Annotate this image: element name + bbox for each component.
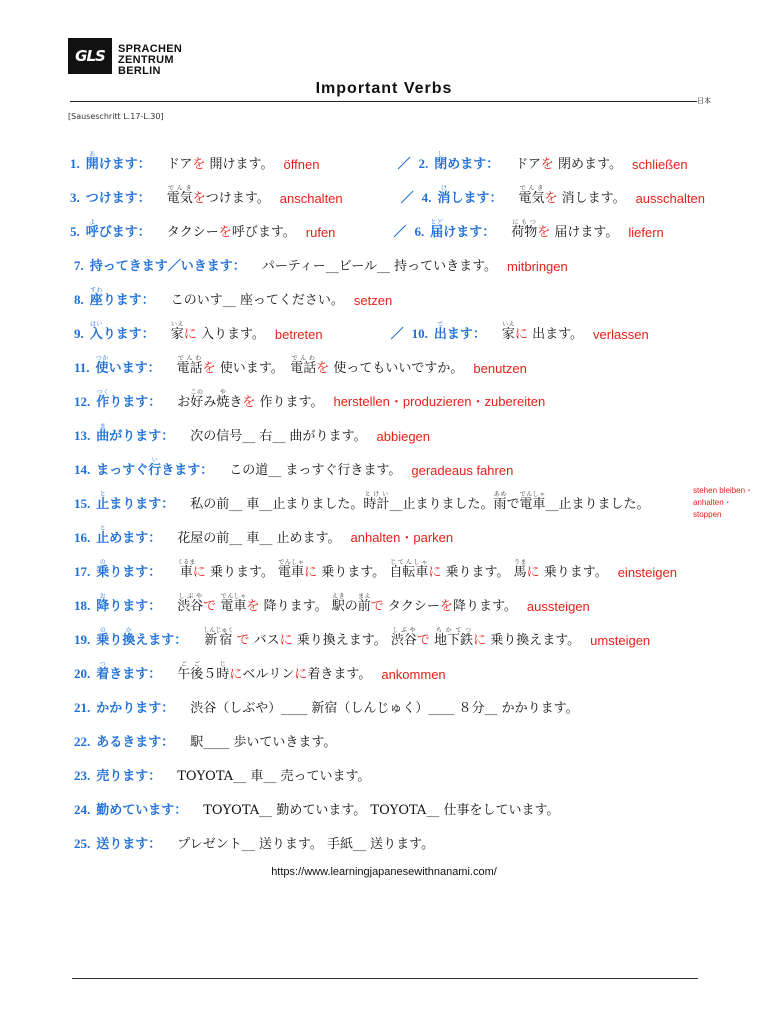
note-15	[693, 485, 753, 521]
verb-row-21	[74, 818, 440, 852]
german-translation: betreten	[274, 327, 323, 342]
verb-row-11	[74, 478, 656, 512]
german-translation: ankommen	[381, 667, 446, 682]
verb: 着つきます：	[96, 661, 162, 682]
item-number: 12.	[74, 394, 91, 409]
example: 電気でんきを 消します。	[518, 185, 626, 206]
verb-row-7	[74, 342, 527, 376]
example: ドアを 閉めます。	[515, 157, 622, 172]
verb: つけます：	[85, 191, 151, 206]
item-number: 16.	[74, 530, 91, 545]
german-translation: einsteigen	[617, 565, 677, 580]
verb: 勤めています：	[96, 803, 188, 818]
language-tag: 日本	[697, 97, 711, 105]
footer-url[interactable]: https://www.learningjapanesewithnanami.com/	[271, 866, 497, 878]
example: 駅____ 歩いていきます。	[190, 735, 337, 750]
logo-line-3: BERLIN	[118, 65, 161, 77]
german-translation: herstellen・produzieren・zubereiten	[333, 394, 546, 409]
verb: 曲まがります：	[96, 423, 175, 444]
verb-row-16	[74, 648, 446, 682]
verb: 開あけます：	[85, 151, 151, 172]
subtitle: [Sauseschritt L.17-L.30]	[68, 112, 164, 121]
verb-row-17	[74, 682, 585, 716]
verb: かかります：	[96, 701, 175, 716]
item-number: 21.	[74, 700, 91, 715]
verb: まっすぐ行いきます：	[96, 457, 214, 478]
verb: 送ります：	[96, 837, 162, 852]
example: 家いえに 出ます。	[501, 321, 584, 342]
item-number: 1.	[70, 156, 80, 171]
verb: 届とどけます：	[430, 219, 496, 240]
note-line: stoppen	[693, 510, 722, 519]
verb-row-15	[74, 614, 650, 648]
german-translation: setzen	[353, 293, 393, 308]
note-line: stehen bleiben・	[693, 486, 754, 495]
item-number: 24.	[74, 802, 91, 817]
verb: 呼よびます：	[85, 219, 151, 240]
german-translation: anschalten	[279, 191, 343, 206]
german-translation: anhalten・parken	[350, 530, 454, 545]
item-number: 18.	[74, 598, 91, 613]
example: 電話でんわを 使います。 電話でんわを 使ってもいいですか。	[176, 355, 464, 376]
note-line: anhalten・	[693, 498, 732, 507]
verb-row-4	[74, 240, 568, 274]
verb: 降おります：	[96, 593, 162, 614]
verb-row-12	[74, 512, 453, 546]
verb: 持ってきます／いきます：	[89, 259, 246, 274]
item-number: 10.	[411, 326, 428, 341]
example: ドアを 開けます。	[166, 157, 274, 172]
example: 次の信号__ 右__ 曲がります。	[190, 429, 367, 444]
example: 車くるまに 乗ります。 電車でんしゃに 乗ります。 自転車じてんしゃに 乗ります。 馬うまに 乗ります。	[177, 559, 608, 580]
logo-text	[118, 44, 182, 77]
example: 渋谷しぶやで 電車でんしゃを 降ります。 駅えきの前まえで タクシーを降ります。	[177, 593, 517, 614]
verb: 閉しめます：	[434, 151, 500, 172]
example: 私の前__ 車__止まりました。時計とけい__止まりました。雨あめで電車でんしゃ__止まりました。	[190, 491, 650, 512]
example: 家いえに 入ります。	[170, 321, 265, 342]
example: 荷物にもつを 届けます。	[511, 219, 619, 240]
item-number: 22.	[74, 734, 91, 749]
verb: あるきます：	[96, 735, 175, 750]
verb: 出でます：	[433, 321, 486, 342]
item-number: 7.	[74, 258, 84, 273]
logo-mark: GLS	[75, 47, 105, 65]
verb: 乗のります：	[96, 559, 162, 580]
item-number: 4.	[421, 190, 432, 205]
example: プレゼント__ 送ります。 手紙__ 送ります。	[177, 837, 435, 852]
verb: 入はいります：	[89, 321, 155, 342]
verb-row-1: 1. 開あけます： ドアを 開けます。 öffnen ／ 2. 閉しめます： ドアを 閉めます。 schließen	[70, 151, 688, 172]
verb-row-3: 5. 呼よびます： タクシーを呼びます。 rufen ／ 6. 届とどけます： 荷物にもつを 届けます。 liefern	[70, 219, 664, 240]
verb-row-18	[74, 716, 342, 750]
verb: 止とまります：	[96, 491, 175, 512]
example: 午後ごご５時じにベルリンに着きます。	[177, 661, 372, 682]
example: TOYOTA__ 勤めています。 TOYOTA__ 仕事をしています。	[203, 803, 560, 818]
german-translation: öffnen	[283, 157, 320, 172]
example: お好このみ焼やきを 作ります。	[177, 389, 324, 410]
example: 新宿しんじゅく で バスに 乗り換えます。 渋谷しぶやで 地下鉄ちかてつに 乗り換えます。	[203, 627, 581, 648]
item-number: 23.	[74, 768, 91, 783]
item-number: 2.	[418, 156, 429, 171]
verb-row-20	[74, 784, 565, 818]
example: 渋谷（しぶや）____ 新宿（しんじゅく）____ ８分__ かかります。	[190, 701, 579, 716]
verb-row-2: 3. つけます： 電気でんきをつけます。 anschalten ／ 4. 消けします： 電気でんきを 消します。 ausschalten	[70, 185, 705, 206]
logo-line-2: ZENTRUM	[118, 54, 174, 66]
item-number: 6.	[414, 224, 425, 239]
example: このいす__ 座ってください。	[170, 293, 344, 308]
item-number: 8.	[74, 292, 84, 307]
german-translation: ausschalten	[635, 191, 705, 206]
example: TOYOTA__ 車__ 売っています。	[177, 769, 371, 784]
item-number: 20.	[74, 666, 91, 681]
logo	[68, 38, 112, 74]
item-number: 14.	[74, 462, 91, 477]
verb-row-10	[74, 444, 513, 478]
german-translation: aussteigen	[526, 599, 590, 614]
item-number: 5.	[70, 224, 80, 239]
verb-row-6: 9. 入はいります： 家いえに 入ります。 betreten ／ 10. 出でます： 家いえに 出ます。 verlassen	[74, 321, 649, 342]
footer-divider	[72, 978, 698, 979]
german-translation: rufen	[305, 225, 336, 240]
german-translation: mitbringen	[507, 259, 568, 274]
verb: 消けします：	[437, 185, 503, 206]
verb-row-8	[74, 376, 545, 410]
verb: 座すわります：	[89, 287, 155, 308]
german-translation: benutzen	[473, 361, 527, 376]
item-number: 15.	[74, 496, 91, 511]
verb-row-19	[74, 750, 376, 784]
verb-row-9	[74, 410, 430, 444]
german-translation: schließen	[631, 157, 688, 172]
item-number: 17.	[74, 564, 91, 579]
verb-row-13	[74, 546, 677, 580]
verb: 売ります：	[96, 769, 162, 784]
example: 花屋の前__ 車__ 止めます。	[177, 531, 341, 546]
example: タクシーを呼びます。	[166, 225, 296, 240]
item-number: 19.	[74, 632, 91, 647]
item-number: 13.	[74, 428, 91, 443]
german-translation: verlassen	[593, 327, 649, 342]
item-number: 3.	[70, 190, 80, 205]
item-number: 25.	[74, 836, 91, 851]
verb: 使つかいます：	[95, 355, 161, 376]
example: パーティー__ビール__ 持っていきます。	[261, 259, 498, 274]
verb: 止とめます：	[96, 525, 162, 546]
german-translation: umsteigen	[590, 633, 651, 648]
verb-row-14	[74, 580, 590, 614]
verb: 作つくります：	[96, 389, 162, 410]
title-divider	[70, 101, 697, 102]
german-translation: geradeaus fahren	[411, 463, 514, 478]
verb-row-5	[74, 274, 392, 308]
page-title: Important Verbs	[315, 80, 453, 97]
item-number: 9.	[74, 326, 84, 341]
logo-line-1: SPRACHEN	[118, 43, 183, 55]
german-translation: liefern	[628, 225, 664, 240]
verb: 乗のり換かえます：	[96, 627, 188, 648]
example: 電気でんきをつけます。	[166, 185, 270, 206]
item-number: 11.	[74, 360, 90, 375]
example: この道__ まっすぐ行きます。	[229, 463, 402, 478]
german-translation: abbiegen	[376, 429, 431, 444]
